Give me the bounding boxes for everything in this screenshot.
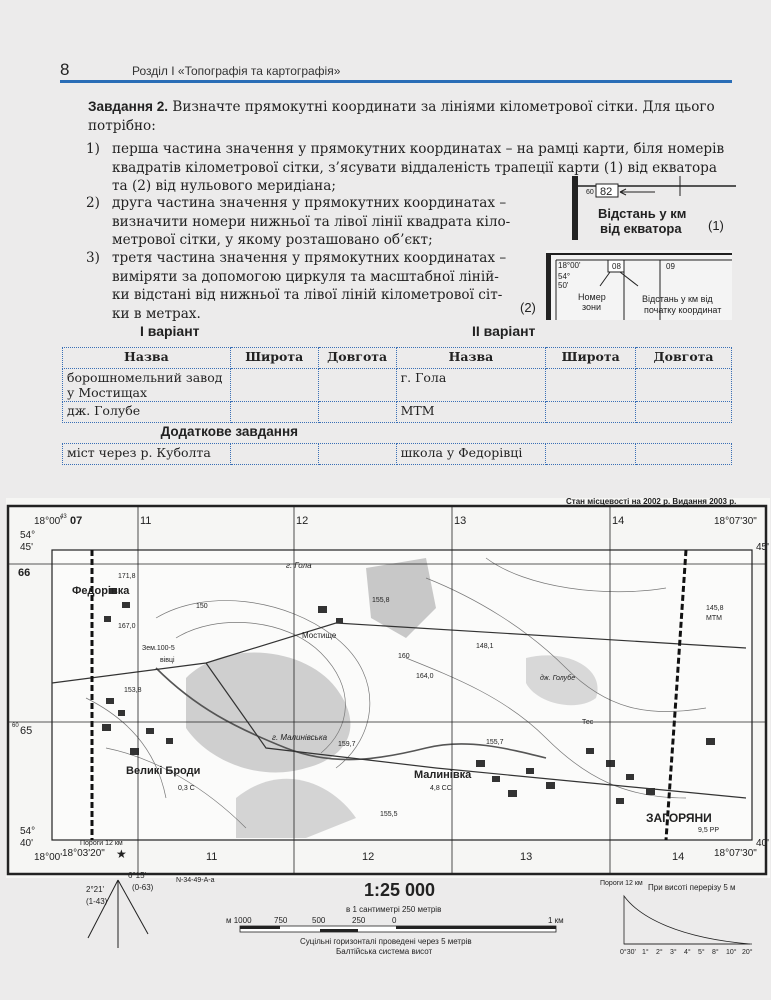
mark-mtm: МТМ [706,615,722,622]
map-lat-bottom: 54° [20,826,36,837]
slope-tick-20: 20° [742,949,753,956]
map-row-66: 66 [18,567,31,579]
mark-159-7: 159,7 [338,741,356,748]
map-top-left-coord: 18°00' [34,516,63,527]
table-extra-heading-row [63,423,732,444]
slope-tick-5: 5° [698,949,705,956]
col-header-name-1: Назва [63,348,231,369]
task-intro-text: Визначте прямокутні координати за лініями кілометрової сітки. Для цього [172,99,715,115]
mark-160: 160 [398,653,410,660]
inset2-zone-1: Номер [578,292,606,302]
declination-angle-3: 6°15' [128,871,147,880]
task-title: Завдання 2. [88,99,169,114]
slope-tick-4: 4° [684,949,691,956]
inset1-code: 82 [600,186,613,198]
table-cell-name: школа у Федорівці [396,444,546,465]
table-cell-empty[interactable] [636,444,732,465]
topographic-map [6,498,770,878]
map-col-14: 14 [612,515,625,527]
table-cell-empty[interactable] [318,369,396,402]
mark-vivtsi: вівці [160,657,175,664]
inset2-degree: 18°00' [558,261,581,270]
map-lat-top: 54° [20,530,36,541]
col-header-name-2: Назва [396,348,546,369]
table-cell-empty[interactable] [318,444,396,465]
map-lat-bottom-min: 40' [20,838,34,849]
mark-150: 150 [196,603,208,610]
inset2-08: 08 [612,262,621,271]
mark-164-0: 164,0 [416,673,434,680]
table-row [63,369,732,402]
inset2-latitude: 54° [558,272,571,281]
slope-tick-2: 2° [656,949,663,956]
inset2-dist-1: Відстань у км від [642,294,713,304]
task-intro-text-2: потрібно: [88,117,156,134]
map-right-min-bottom: 40' [756,838,770,849]
inset2-minutes: 50' [558,281,569,290]
map-col-13: 13 [454,515,467,527]
inset1-label-2: від екватора [600,221,682,236]
place-dzh-holube: дж. Голубе [540,675,576,682]
extra-task-title: Додаткове завдання [63,423,397,444]
inset2-dist-2: початку координат [644,305,722,315]
magnetic-note-right: Пороги 12 км [600,880,643,887]
place-hora-malynivska: г. Малинівська [272,733,328,742]
scale-tick-250: 250 [352,916,366,925]
scale-tick-1km: 1 км [548,916,564,925]
table-cell-empty[interactable] [230,369,318,402]
task-intro [88,98,736,135]
table-cell-name: г. Гола [396,369,546,402]
mark-171-8: 171,8 [118,573,136,580]
scale-tick-500: 500 [312,916,326,925]
sheet-code: N-34-49-A-a [176,877,215,884]
table-row [63,444,732,465]
coordinates-table [62,347,732,465]
inset2-zone-2: зони [582,302,602,312]
slope-tick-1: 1° [642,949,649,956]
slope-tick-3: 3° [670,949,677,956]
inset2-09: 09 [666,262,675,271]
mark-4-8-ss: 4,8 СС [430,785,452,792]
map-top-left-sup: 43 [60,514,67,520]
svg-text:★: ★ [116,847,127,861]
variant-1-heading: І варіант [140,323,200,339]
step-number: 2) [86,195,100,211]
slope-tick-10: 10° [726,949,737,956]
mark-155-8: 155,8 [372,597,390,604]
map-status: Стан місцевості на 2002 р. Видання 2003 р. [566,497,737,506]
table-cell-empty[interactable] [546,402,636,423]
map-row-65: 65 [20,725,33,737]
table-cell-name: міст через р. Куболта [63,444,231,465]
table-cell-empty[interactable] [636,402,732,423]
table-cell-name: дж. Голубе [63,402,231,423]
step-text: друга частина значення у прямокутних координатах – визначити номери нижньої та лівої лінії квадрата кіло- метрової сітки, у якому розташовано об’єкт; [112,195,511,248]
col-header-lat-2: Широта [546,348,636,369]
mark-167-0: 167,0 [118,623,136,630]
place-veliki-brody: Великі Броди [126,765,201,777]
table-cell-name: МТМ [396,402,546,423]
page-number: 8 [60,60,70,79]
slope-scale-title: При висоті перерізу 5 м [648,883,736,892]
place-zahoriany: ЗАГОРЯНИ [646,811,712,825]
scale-tick-750: 750 [274,916,288,925]
mark-tes: Тес [582,719,594,726]
table-cell-empty[interactable] [230,444,318,465]
inset-meridian-distance [520,250,732,320]
table-cell-empty[interactable] [318,402,396,423]
mark-155-7: 155,7 [486,739,504,746]
step-number: 1) [86,141,100,157]
page-header [60,58,732,82]
table-cell-empty[interactable] [230,402,318,423]
header-rule [60,80,732,83]
step-text: третя частина значення у прямокутних координатах – виміряти за допомогою циркуля та масштабної ліній- ки відстані від нижньої та лівої ліній кілометрової сіт- ки в метрах. [112,250,507,322]
table-cell-empty[interactable] [546,369,636,402]
map-legend-area [0,871,771,1000]
scale-cm-text: в 1 сантиметрі 250 метрів [346,905,442,914]
map-col-12: 12 [296,515,309,527]
step-text: перша частина значення у прямокутних координатах – на рамці карти, біля номерів квадратів кілометрової сітки, з’ясувати віддаленість трапеції карти (1) від екватора та (2) від нульового меридіана; [112,141,725,194]
variant-2-heading: ІІ варіант [472,323,536,339]
mark-145-8: 145,8 [706,605,724,612]
magnetic-note-left: Пороги 12 км [80,840,123,847]
table-cell-empty[interactable] [546,444,636,465]
table-cell-empty[interactable] [636,369,732,402]
place-malynivka: Малинівка [414,769,472,781]
table-cell-name: борошномельний завод у Мостищах [63,369,231,402]
mark-9-5-rr: 9,5 РР [698,827,720,834]
declination-angle-1: 2°21' [86,885,105,894]
map-bottom-left-coord: 18°00' [34,852,63,863]
height-system-text: Балтійська система висот [336,947,433,956]
map-col-11-bottom: 11 [206,851,218,863]
map-bottom-left-coord-2: 18°03'20" [62,848,105,859]
declination-angle-4: (0-63) [132,883,154,892]
inset1-small-number: 60 [586,189,594,196]
contour-interval-text: Суцільні горизонталі проведені через 5 метрів [300,937,472,946]
table-row [63,402,732,423]
col-header-lat-1: Широта [230,348,318,369]
col-header-lon-1: Довгота [318,348,396,369]
inset1-mark: (1) [708,218,724,233]
map-right-min: 45' [756,542,770,553]
map-top-right-coord: 18°07'30" [714,516,757,527]
place-mostyshche: Мостище [302,631,337,640]
declination-angle-2: (1-43) [86,897,108,906]
slope-tick-0-30: 0°30' [620,949,636,956]
map-col-12-bottom: 12 [362,851,375,863]
mark-148-1: 148,1 [476,643,494,650]
mark-0-3-s: 0,3 С [178,785,195,792]
map-col-14-bottom: 14 [672,851,685,863]
inset2-mark: (2) [520,300,536,315]
map-col-11: 11 [140,515,152,527]
slope-tick-8: 8° [712,949,719,956]
mark-153-8: 153,8 [124,687,142,694]
section-title: Розділ І «Топографія та картографія» [132,64,341,78]
place-fedorivka: Федорівка [72,585,130,597]
inset-equator-distance [560,176,736,240]
map-col-07: 07 [70,515,83,527]
scale-ratio: 1:25 000 [364,880,436,900]
mark-zem: Зем.100-5 [142,645,175,652]
inset1-label-1: Відстань у км [598,206,687,221]
mark-155-5: 155,5 [380,811,398,818]
step-number: 3) [86,250,100,266]
place-hora-hola: г. Гола [286,561,312,570]
scale-tick-0: 0 [392,916,397,925]
scale-tick-1000: м 1000 [226,916,252,925]
map-col-13-bottom: 13 [520,851,533,863]
map-lat-top-min: 45' [20,542,34,553]
col-header-lon-2: Довгота [636,348,732,369]
map-bottom-right-coord: 18°07'30" [714,848,757,859]
table-header-row [63,348,732,369]
map-left-row-sup: 60 [12,723,19,729]
